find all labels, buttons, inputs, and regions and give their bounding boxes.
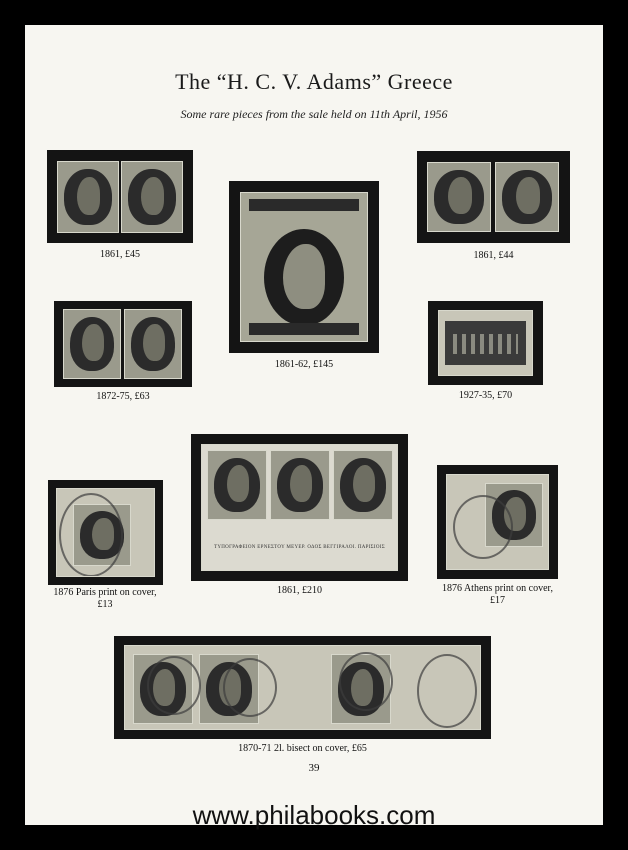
caption-1876-paris-13: 1876 Paris print on cover, £13 bbox=[53, 587, 157, 610]
stamp-1927-35 bbox=[428, 301, 543, 385]
watermark-url: www.philabooks.com bbox=[192, 800, 436, 830]
cover-1870-71-bisect bbox=[114, 636, 491, 739]
stamp-large-1861-62 bbox=[229, 181, 379, 353]
page-title: The “H. C. V. Adams” Greece bbox=[175, 69, 453, 94]
stamp-image bbox=[121, 161, 183, 233]
stamp-image bbox=[63, 309, 121, 379]
caption-1861-44: 1861, £44 bbox=[473, 250, 514, 261]
stamp-image bbox=[57, 161, 119, 233]
strip-image bbox=[201, 444, 398, 571]
caption-1927-35-70: 1927-35, £70 bbox=[458, 390, 513, 401]
stamp-strip-1861 bbox=[191, 434, 408, 581]
stamp-image bbox=[240, 192, 368, 342]
catalogue-page bbox=[25, 25, 603, 825]
stamp-image bbox=[438, 310, 533, 376]
caption-1870-71-65: 1870-71 2l. bisect on cover, £65 bbox=[238, 743, 367, 754]
stamp-pair-1861-a bbox=[47, 150, 193, 243]
cover-piece-image bbox=[124, 645, 481, 730]
cover-1876-athens bbox=[437, 465, 558, 579]
caption-1861-62-145: 1861-62, £145 bbox=[274, 359, 334, 370]
stamp-pair-1872-75 bbox=[54, 301, 192, 387]
caption-1861-210: 1861, £210 bbox=[277, 585, 322, 596]
stamp-image bbox=[495, 162, 559, 232]
cover-piece-image bbox=[56, 488, 155, 577]
caption-1872-75-63: 1872-75, £63 bbox=[96, 391, 150, 402]
caption-1876-athens-17: 1876 Athens print on cover, £17 bbox=[442, 583, 553, 606]
cover-piece-image bbox=[446, 474, 549, 570]
stamp-image bbox=[124, 309, 182, 379]
strip-imprint-text: ΤΥΠΟΓΡΑΦΕΙΟΝ ΕΡΝΕΣΤΟΥ ΜΕΥΕΡ. ΟΔΟΣ ΒΕΓΓΙΡΑΛΟΙ. ΠΑΡΙΣΙΟΙΣ bbox=[214, 545, 385, 550]
stamp-pair-1861-b bbox=[417, 151, 570, 243]
stamp-image bbox=[427, 162, 491, 232]
page-number: 39 bbox=[308, 762, 320, 774]
cover-1876-paris bbox=[48, 480, 163, 585]
caption-1861-45: 1861, £45 bbox=[100, 249, 140, 260]
page-subtitle: Some rare pieces from the sale held on 11th April, 1956 bbox=[180, 107, 448, 121]
